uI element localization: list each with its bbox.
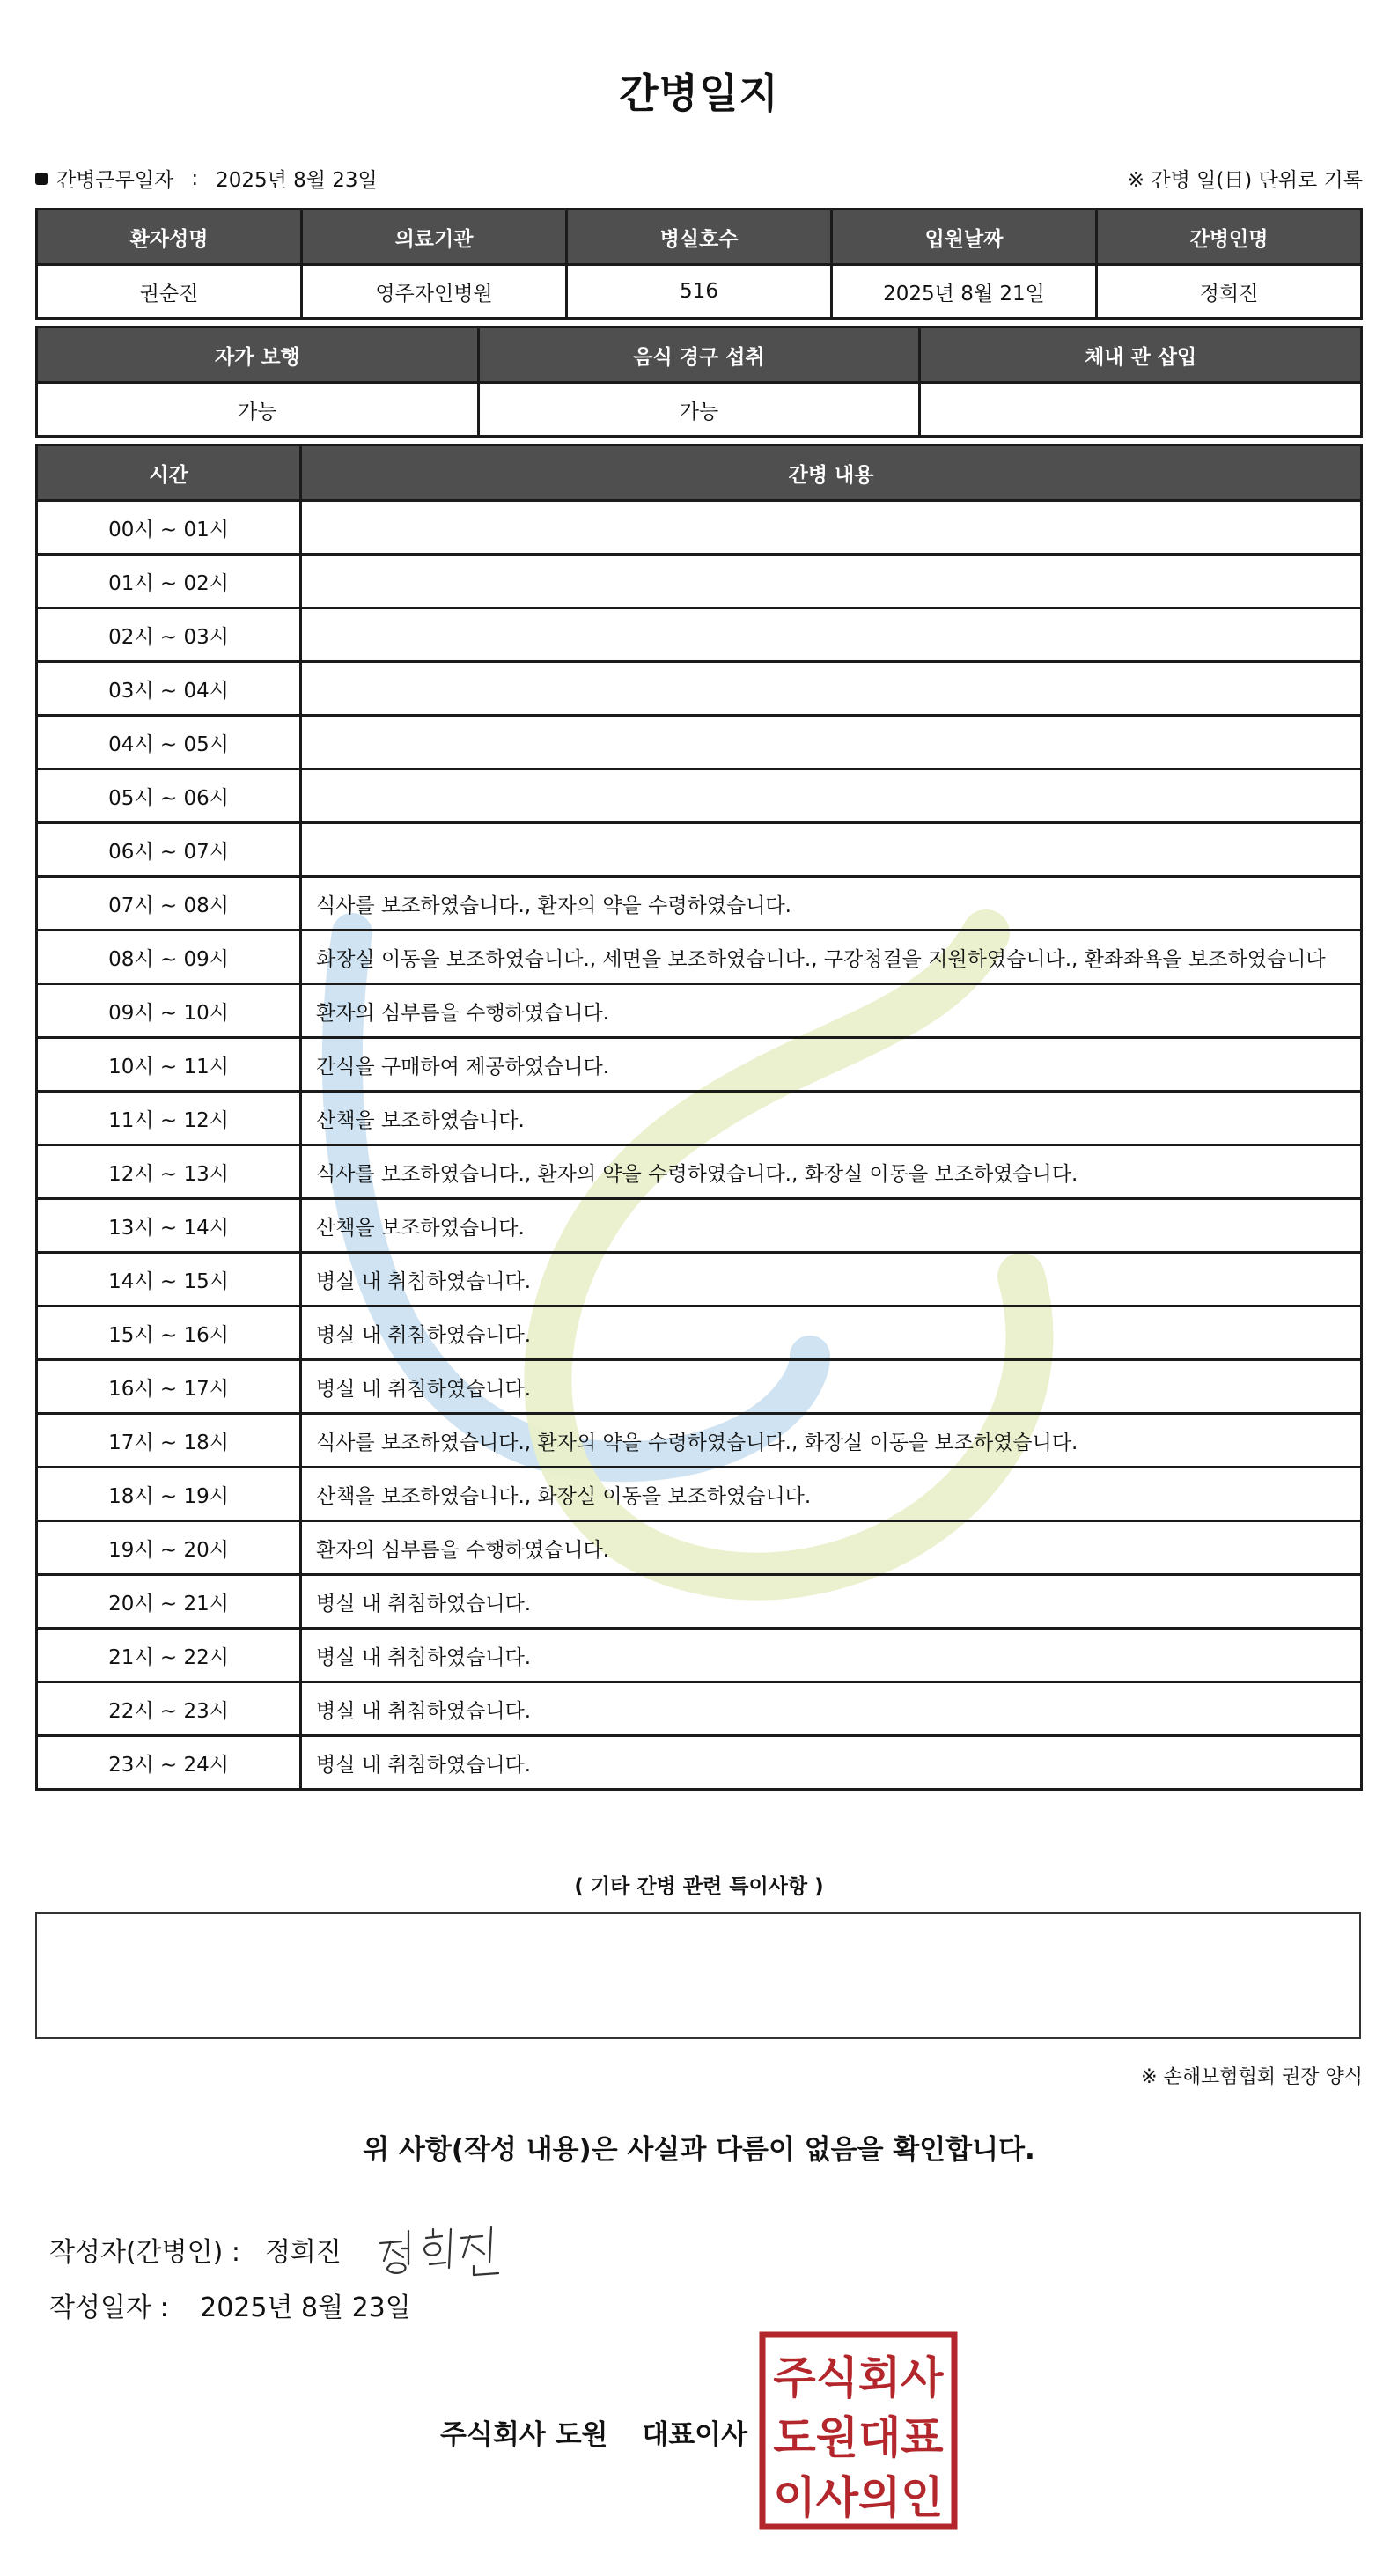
written-date-label: 작성일자 : — [49, 2293, 169, 2323]
care-log-content — [301, 662, 1362, 716]
hospital-value: 영주자인병원 — [302, 265, 567, 319]
care-log-row — [37, 1629, 1362, 1682]
care-log-time: 22시 ~ 23시 — [37, 1682, 301, 1736]
care-log-row — [37, 877, 1362, 931]
confirmation-statement: 위 사항(작성 내용)은 사실과 다름이 없음을 확인합니다. — [363, 2134, 1035, 2166]
seal-line-1: 주식회사 — [773, 2352, 944, 2403]
work-date-label: 간병근무일자 — [56, 169, 174, 192]
patient-info-value-row — [37, 265, 1362, 319]
handwritten-signature — [375, 2219, 507, 2280]
care-log-row — [37, 984, 1362, 1038]
care-log-content: 병실 내 취침하였습니다. — [301, 1575, 1362, 1629]
care-log-row — [37, 662, 1362, 716]
patient-info-header-row — [37, 210, 1362, 265]
header-oral-intake: 음식 경구 섭취 — [478, 328, 920, 383]
care-log-row — [37, 1199, 1362, 1253]
care-log-time: 14시 ~ 15시 — [37, 1253, 301, 1306]
care-log-row — [37, 1468, 1362, 1521]
care-log-time: 19시 ~ 20시 — [37, 1521, 301, 1575]
care-log-row — [37, 501, 1362, 555]
meta-row — [35, 164, 1363, 195]
care-log-time: 07시 ~ 08시 — [37, 877, 301, 931]
header-hospital: 의료기관 — [302, 210, 567, 265]
care-log-time: 05시 ~ 06시 — [37, 769, 301, 823]
care-log-row — [37, 1414, 1362, 1468]
care-log-content: 병실 내 취침하였습니다. — [301, 1682, 1362, 1736]
writer-row — [49, 2219, 507, 2280]
care-log-row — [37, 608, 1362, 662]
care-log-content: 식사를 보조하였습니다., 환자의 약을 수령하였습니다., 화장실 이동을 보조하였습니다. — [301, 1145, 1362, 1199]
care-log-content: 식사를 보조하였습니다., 환자의 약을 수령하였습니다., 화장실 이동을 보조하였습니다. — [301, 1414, 1362, 1468]
oral-intake-value: 가능 — [478, 383, 920, 437]
care-log-time: 17시 ~ 18시 — [37, 1414, 301, 1468]
special-notes-title: ( 기타 간병 관련 특이사항 ) — [574, 1875, 824, 1898]
header-tube-insertion: 체내 관 삽입 — [920, 328, 1362, 383]
care-log-row — [37, 1038, 1362, 1092]
admission-date-value: 2025년 8월 21일 — [832, 265, 1097, 319]
care-log-row — [37, 1253, 1362, 1306]
care-log-row — [37, 1092, 1362, 1145]
care-log-row — [37, 1145, 1362, 1199]
care-log-row — [37, 1306, 1362, 1360]
patient-info-table — [35, 208, 1363, 320]
work-date-value: 2025년 8월 23일 — [216, 169, 378, 192]
care-log-content — [301, 716, 1362, 769]
ability-header-row — [37, 328, 1362, 383]
care-log-time: 09시 ~ 10시 — [37, 984, 301, 1038]
care-log-row — [37, 1682, 1362, 1736]
care-log-time: 12시 ~ 13시 — [37, 1145, 301, 1199]
care-log-time: 01시 ~ 02시 — [37, 555, 301, 608]
ability-value-row — [37, 383, 1362, 437]
care-log-time: 21시 ~ 22시 — [37, 1629, 301, 1682]
care-log-time: 23시 ~ 24시 — [37, 1736, 301, 1790]
header-patient-name: 환자성명 — [37, 210, 302, 265]
care-log-content: 병실 내 취침하였습니다. — [301, 1360, 1362, 1414]
care-log-content: 환자의 심부름을 수행하였습니다. — [301, 1521, 1362, 1575]
care-log-content: 식사를 보조하였습니다., 환자의 약을 수령하였습니다. — [301, 877, 1362, 931]
care-log-content — [301, 769, 1362, 823]
writer-name: 정희진 — [264, 2237, 342, 2268]
care-log-content — [301, 608, 1362, 662]
header-admission-date: 입원날짜 — [832, 210, 1097, 265]
care-log-time: 00시 ~ 01시 — [37, 501, 301, 555]
care-log-content: 화장실 이동을 보조하였습니다., 세면을 보조하였습니다., 구강청결을 지원하였습니다., 환좌좌욕을 보조하였습니다 — [301, 931, 1362, 984]
care-log-time: 04시 ~ 05시 — [37, 716, 301, 769]
header-self-walking: 자가 보행 — [37, 328, 479, 383]
care-log-content: 산책을 보조하였습니다., 화장실 이동을 보조하였습니다. — [301, 1468, 1362, 1521]
care-log-row — [37, 1521, 1362, 1575]
written-date-row — [49, 2285, 411, 2324]
care-log-time: 10시 ~ 11시 — [37, 1038, 301, 1092]
caregiver-name-value: 정희진 — [1097, 265, 1362, 319]
company-signature-line — [440, 2412, 747, 2452]
self-walking-value: 가능 — [37, 383, 479, 437]
care-log-content: 산책을 보조하였습니다. — [301, 1199, 1362, 1253]
care-log-body — [37, 501, 1362, 1790]
care-log-row — [37, 769, 1362, 823]
company-seal-stamp — [759, 2331, 958, 2530]
care-log-row — [37, 716, 1362, 769]
care-log-time: 16시 ~ 17시 — [37, 1360, 301, 1414]
care-log-content: 환자의 심부름을 수행하였습니다. — [301, 984, 1362, 1038]
care-log-row — [37, 931, 1362, 984]
care-log-time: 02시 ~ 03시 — [37, 608, 301, 662]
page-title: 간병일지 — [619, 70, 779, 117]
work-date-info — [35, 164, 378, 193]
company-name: 주식회사 도원 — [440, 2419, 608, 2451]
care-log-content: 병실 내 취침하였습니다. — [301, 1306, 1362, 1360]
patient-name-value: 권순진 — [37, 265, 302, 319]
care-log-time: 20시 ~ 21시 — [37, 1575, 301, 1629]
care-log-time: 18시 ~ 19시 — [37, 1468, 301, 1521]
patient-ability-table — [35, 326, 1363, 438]
written-date-value: 2025년 8월 23일 — [200, 2293, 411, 2323]
care-log-header-row — [37, 445, 1362, 501]
care-log-content: 병실 내 취침하였습니다. — [301, 1253, 1362, 1306]
bullet-square-icon — [35, 173, 48, 185]
writer-label: 작성자(간병인) : — [49, 2237, 240, 2268]
header-room-number: 병실호수 — [567, 210, 832, 265]
care-log-content — [301, 823, 1362, 877]
seal-line-2: 도원대표 — [773, 2412, 944, 2463]
care-log-time: 06시 ~ 07시 — [37, 823, 301, 877]
header-time: 시간 — [37, 445, 301, 501]
work-date-separator: : — [191, 166, 199, 190]
care-log-content — [301, 501, 1362, 555]
care-log-time: 15시 ~ 16시 — [37, 1306, 301, 1360]
care-log-row — [37, 555, 1362, 608]
care-log-content — [301, 555, 1362, 608]
care-log-content: 병실 내 취침하였습니다. — [301, 1736, 1362, 1790]
unit-note: ※ 간병 일(日) 단위로 기록 — [1127, 169, 1363, 192]
care-log-time: 13시 ~ 14시 — [37, 1199, 301, 1253]
care-log-row — [37, 1736, 1362, 1790]
care-log-row — [37, 1575, 1362, 1629]
care-log-table — [35, 444, 1363, 1791]
care-log-content: 간식을 구매하여 제공하였습니다. — [301, 1038, 1362, 1092]
special-notes-box — [35, 1912, 1361, 2039]
care-log-time: 08시 ~ 09시 — [37, 931, 301, 984]
care-log-content: 산책을 보조하였습니다. — [301, 1092, 1362, 1145]
company-ceo-title: 대표이사 — [642, 2419, 748, 2451]
header-care-content: 간병 내용 — [301, 445, 1362, 501]
care-log-row — [37, 823, 1362, 877]
form-source-footnote: ※ 손해보험협회 권장 양식 — [1141, 2066, 1363, 2088]
seal-line-3: 이사의인 — [773, 2472, 944, 2523]
care-log-time: 11시 ~ 12시 — [37, 1092, 301, 1145]
room-number-value: 516 — [567, 265, 832, 319]
tube-insertion-value — [920, 383, 1362, 437]
care-log-time: 03시 ~ 04시 — [37, 662, 301, 716]
care-log-content: 병실 내 취침하였습니다. — [301, 1629, 1362, 1682]
header-caregiver-name: 간병인명 — [1097, 210, 1362, 265]
care-log-row — [37, 1360, 1362, 1414]
